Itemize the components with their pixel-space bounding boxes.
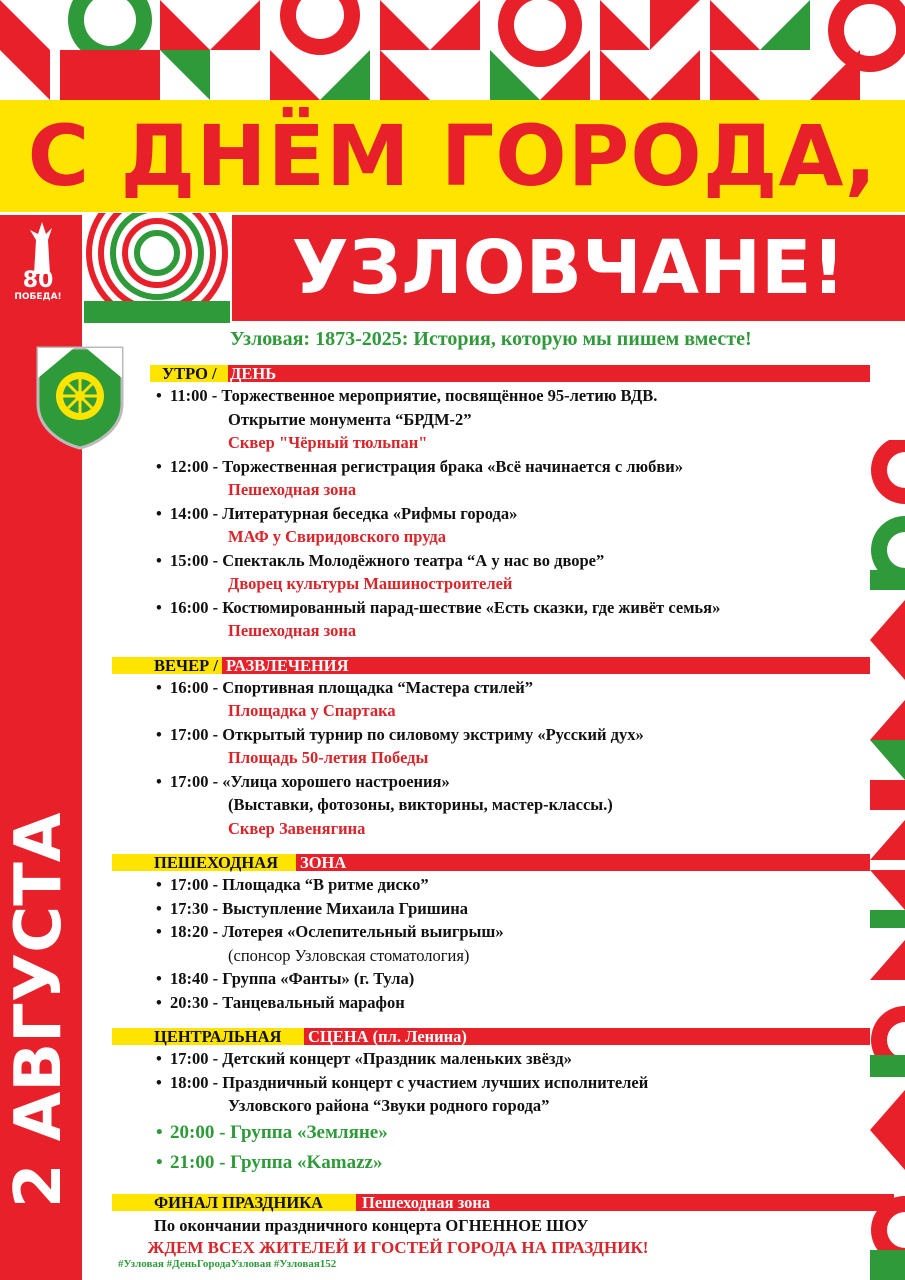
- schedule-item: • 14:00 - Литературная беседка «Рифмы города»: [156, 503, 518, 523]
- section-title-a: УТРО /: [162, 364, 217, 383]
- schedule-highlight-item: • 21:00 - Группа «Kamazz»: [156, 1151, 383, 1173]
- section-title-a: ВЕЧЕР /: [154, 655, 218, 675]
- schedule-item: • 16:00 - Костюмированный парад-шествие «Есть сказки, где живёт семья»: [156, 597, 721, 617]
- victory-badge-label: ПОБЕДА!: [14, 292, 62, 302]
- section-title-b: СЦЕНА (пл. Ленина): [308, 1027, 467, 1046]
- schedule-item-extra: (спонсор Узловская стоматология): [228, 945, 470, 965]
- schedule-item: • 18:00 - Праздничный концерт с участием лучших исполнителей: [156, 1072, 649, 1092]
- section-header-evening: [150, 655, 870, 676]
- date-vertical: 2 АВГУСТА: [2, 812, 76, 1208]
- schedule-item-place: Пешеходная зона: [228, 621, 357, 640]
- headline-line2: УЗЛОВЧАНЕ!: [291, 225, 846, 311]
- schedule-item: • 17:00 - Площадка “В ритме диско”: [156, 875, 429, 894]
- event-schedule: [150, 358, 870, 1239]
- section-title-a: ФИНАЛ ПРАЗДНИКА: [154, 1192, 324, 1212]
- section-header-red-bar: [296, 854, 870, 871]
- schedule-item: • 11:00 - Торжественное мероприятие, посвящённое 95-летию ВДВ.: [156, 386, 658, 405]
- headline-line1: С ДНЁМ ГОРОДА,: [27, 107, 878, 205]
- headline-banner-red: [232, 215, 905, 321]
- section-title-b: РАЗВЛЕЧЕНИЯ: [226, 655, 349, 675]
- victory-badge: [6, 270, 70, 303]
- schedule-item-place: Площадка у Спартака: [228, 701, 396, 720]
- section-header-red-bar: [228, 365, 870, 382]
- schedule-item: • 17:00 - Открытый турнир по силовому экстриму «Русский дух»: [156, 724, 644, 744]
- section-title-a: ЦЕНТРАЛЬНАЯ: [154, 1027, 282, 1046]
- section-header-pedestrian: [150, 852, 870, 873]
- section-title-a: ПЕШЕХОДНАЯ: [154, 853, 279, 872]
- section-title-b: ДЕНЬ: [230, 364, 277, 383]
- finale-text: По окончании праздничного концерта ОГНЕННОЕ ШОУ: [154, 1215, 589, 1235]
- headline-banner: [0, 100, 905, 212]
- poster-subtitle: Узловая: 1873-2025: История, которую мы пишем вместе!: [230, 328, 752, 350]
- section-title-b: Пешеходная зона: [362, 1192, 491, 1212]
- schedule-item-extra: (Выставки, фотозоны, викторины, мастер-классы.): [228, 795, 613, 814]
- schedule-item-extra: Узловского района “Звуки родного города”: [228, 1096, 550, 1115]
- schedule-highlight-item: • 20:00 - Группа «Земляне»: [156, 1121, 388, 1143]
- section-header-central-stage: [150, 1026, 870, 1047]
- schedule-item-place: Дворец культуры Машиностроителей: [228, 574, 513, 593]
- schedule-item-place: Пешеходная зона: [228, 480, 357, 499]
- section-header-finale: [150, 1192, 870, 1213]
- top-decorative-pattern: [0, 0, 905, 100]
- concentric-arcs-decoration: [84, 213, 230, 323]
- schedule-item: • 17:00 - «Улица хорошего настроения»: [156, 771, 450, 791]
- schedule-item: • 16:00 - Спортивная площадка “Мастера стилей”: [156, 677, 534, 697]
- schedule-item-place: Сквер "Чёрный тюльпан": [228, 433, 428, 452]
- schedule-item: • 12:00 - Торжественная регистрация брака «Всё начинается с любви»: [156, 456, 684, 476]
- coat-of-arms-icon: [34, 344, 126, 450]
- schedule-item-place: Сквер Завенягина: [228, 818, 366, 838]
- schedule-item-place: Площадь 50-летия Победы: [228, 748, 429, 767]
- schedule-item: • 18:40 - Группа «Фанты» (г. Тула): [156, 969, 415, 988]
- schedule-item-extra: Открытие монумента “БРДМ-2”: [228, 409, 472, 429]
- invitation-text: ЖДЕМ ВСЕХ ЖИТЕЛЕЙ И ГОСТЕЙ ГОРОДА НА ПРАЗДНИК!: [147, 1238, 649, 1257]
- victory-badge-number: 80: [22, 268, 54, 293]
- section-title-b: ЗОНА: [300, 853, 347, 872]
- hashtags: #Узловая #ДеньГородаУзловая #Узловая152: [118, 1258, 337, 1270]
- schedule-item: • 17:00 - Детский концерт «Праздник маленьких звёзд»: [156, 1049, 572, 1068]
- schedule-item: • 17:30 - Выступление Михаила Гришина: [156, 898, 468, 918]
- schedule-item: • 18:20 - Лотерея «Ослепительный выигрыш»: [156, 922, 504, 941]
- section-header-morning: [150, 363, 870, 384]
- schedule-item-place: МАФ у Свиридовского пруда: [228, 527, 447, 546]
- schedule-item: • 15:00 - Спектакль Молодёжного театра “А у нас во дворе”: [156, 550, 605, 570]
- schedule-item: • 20:30 - Танцевальный марафон: [156, 992, 405, 1012]
